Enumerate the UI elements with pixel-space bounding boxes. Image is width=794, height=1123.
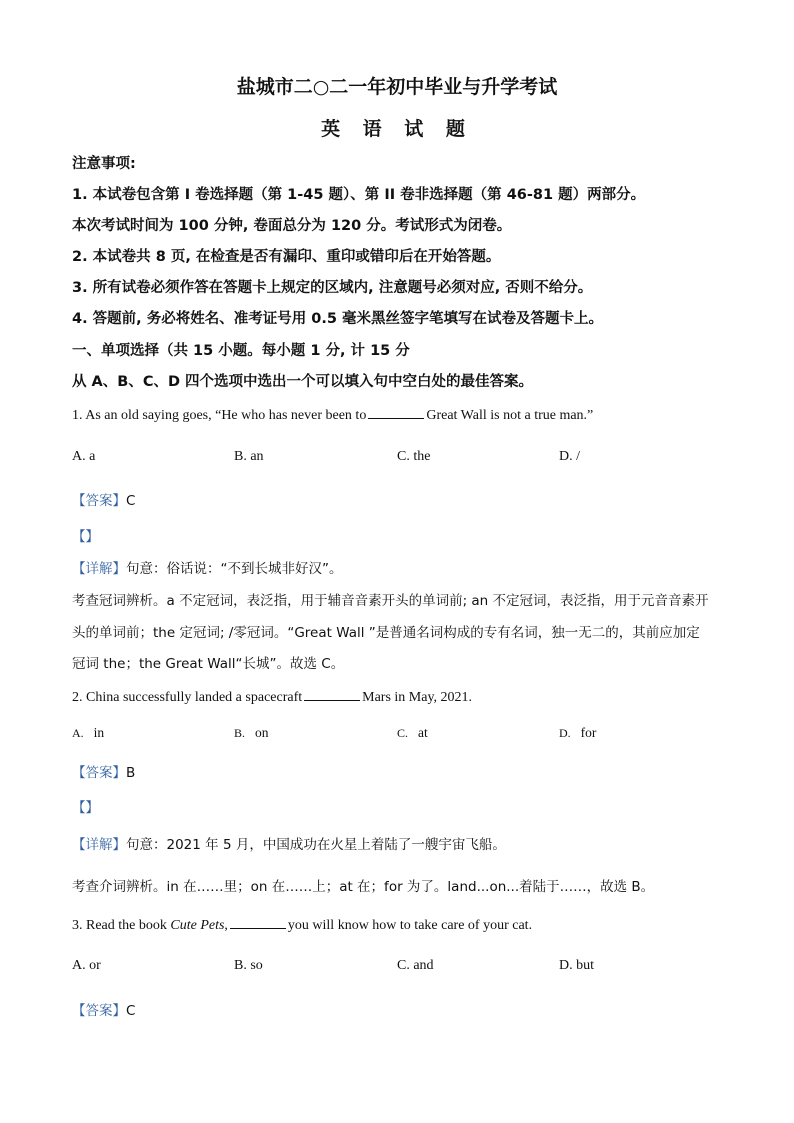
- question-1-stem-before: 1. As an old saying goes, “He who has never been to: [72, 408, 367, 423]
- answer-value: C: [126, 1003, 136, 1019]
- question-1-detail: [72, 557, 343, 577]
- question-2-detail: [72, 833, 506, 853]
- question-1-option-b: B. an: [234, 449, 264, 464]
- question-2-option-b: B. on: [234, 725, 269, 740]
- answer-tag: 【答案】: [72, 765, 126, 781]
- question-2-blank: [304, 688, 360, 701]
- question-2-stem-before: 2. China successfully landed a spacecraft: [72, 690, 303, 705]
- question-1-explain-3: 冠词 the；the Great Wall“长城”。故选 C。: [72, 656, 345, 672]
- question-1-explain-1: 考查冠词辨析。a 不定冠词，表泛指，用于辅音音素开头的单词前; an 不定冠词，表泛指，用于元音音素开: [72, 593, 709, 609]
- notes-line-3: 2. 本试卷共 8 页, 在检查是否有漏印、重印或错印后在开始答题。: [72, 249, 501, 265]
- question-3-stem-before: 3. Read the book: [72, 918, 167, 933]
- question-1-stem-after: Great Wall is not a true man.”: [426, 408, 594, 423]
- notes-line-5: 4. 答题前, 务必将姓名、准考证号用 0.5 毫米黑丝签字笔填写在试卷及答题卡上。: [72, 311, 603, 327]
- question-3-stem-after: you will know how to take care of your cat.: [287, 918, 533, 933]
- question-3-option-c: C. and: [397, 958, 434, 973]
- question-3-option-a: A. or: [72, 958, 101, 973]
- answer-tag: 【答案】: [72, 493, 126, 509]
- question-2-analysis: [72, 796, 99, 816]
- question-1-option-d: D. /: [559, 449, 580, 464]
- detail-tag: 【详解】: [72, 561, 126, 577]
- question-1-stem: [72, 406, 593, 424]
- question-1-answer: [72, 489, 135, 509]
- question-1-option-a: A. a: [72, 449, 96, 464]
- notes-line-1: 1. 本试卷包含第 I 卷选择题（第 1-45 题）、第 II 卷非选择题（第 46-81 题）两部分。: [72, 187, 646, 203]
- question-3-option-b: B. so: [234, 958, 263, 973]
- question-2-option-c: C. at: [397, 725, 428, 740]
- answer-value: B: [126, 765, 136, 781]
- question-2-option-d: D. for: [559, 725, 597, 740]
- question-3-book-title: Cute Pets: [170, 918, 225, 933]
- question-2-option-a: A. in: [72, 725, 105, 740]
- notes-line-2: 本次考试时间为 100 分钟, 卷面总分为 120 分。考试形式为闭卷。: [72, 218, 512, 234]
- page-title: 盐城市二○二一年初中毕业与升学考试: [236, 76, 558, 98]
- detail-tag: 【详解】: [72, 837, 126, 853]
- question-2-stem: [72, 688, 472, 706]
- answer-value: C: [126, 493, 136, 509]
- section-instruction: 从 A、B、C、D 四个选项中选出一个可以填入句中空白处的最佳答案。: [72, 374, 534, 390]
- analysis-tag: 【】: [72, 529, 99, 545]
- question-3-option-d: D. but: [559, 958, 594, 973]
- detail-text: 句意：俗话说：“不到长城非好汉”。: [126, 561, 343, 577]
- question-2-answer: [72, 761, 135, 781]
- question-3-answer: [72, 999, 135, 1019]
- question-1-explain-2: 头的单词前；the 定冠词; /零冠词。“Great Wall ”是普通名词构成的专有名词，独一无二的，其前应加定: [72, 625, 700, 641]
- question-1-analysis: [72, 525, 99, 545]
- question-2-stem-after: Mars in May, 2021.: [362, 690, 473, 705]
- section-heading: 一、单项选择（共 15 小题。每小题 1 分, 计 15 分: [72, 343, 410, 359]
- notes-line-4: 3. 所有试卷必须作答在答题卡上规定的区域内, 注意题号必须对应, 否则不给分。: [72, 280, 593, 296]
- notes-heading: 注意事项:: [72, 156, 136, 172]
- question-2-explain: 考查介词辨析。in 在……里；on 在……上；at 在；for 为了。land...on...着陆于……，故选 B。: [72, 879, 655, 895]
- detail-text: 句意：2021 年 5 月，中国成功在火星上着陆了一艘宇宙飞船。: [126, 837, 506, 853]
- answer-tag: 【答案】: [72, 1003, 126, 1019]
- question-1-option-c: C. the: [397, 449, 431, 464]
- question-3-stem: 3. Read the book Cute Pets, you will know how to take care of your cat.: [72, 918, 533, 933]
- page-subtitle: 英 语 试 题: [321, 118, 473, 140]
- question-3-blank: [230, 916, 286, 929]
- analysis-tag: 【】: [72, 800, 99, 816]
- question-1-blank: [368, 406, 424, 419]
